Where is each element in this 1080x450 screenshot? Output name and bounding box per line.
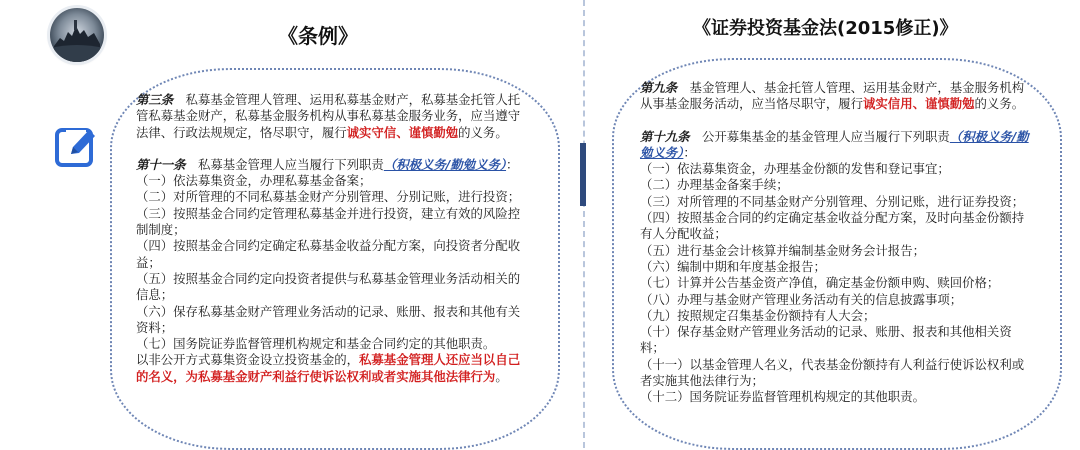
left-item-1: （一）依法募集资金，办理私募基金备案； [136, 173, 372, 189]
right-item-12: （十二）国务院证券监督管理机构规定的其他职责。 [640, 389, 925, 405]
left-item-6: （六）保存私募基金财产管理业务活动的记录、账册、报表和其他有关资料； [136, 303, 521, 335]
right-item-6: （六）编制中期和年度基金报告； [640, 258, 826, 274]
right-item-11: （十一）以基金管理人名义，代表基金份额持有人利益行使诉讼权利或者实施其他法律行为； [640, 356, 1025, 389]
right-item-3: （三）对所管理的不同基金财产分别管理、分别记账，进行证券投资； [640, 193, 1025, 209]
closing-paragraph [136, 352, 532, 385]
edit-icon [54, 124, 100, 168]
article-11-colon: ： [506, 156, 519, 172]
city-skyline-logo [50, 8, 104, 62]
article-11-label: 第十一条 [136, 156, 186, 172]
article-19-text: 公开募集基金的基金管理人应当履行下列职责 [689, 128, 950, 144]
article-19-colon: ： [683, 144, 696, 160]
article-11-duty: （积极义务/勤勉义务） [383, 156, 507, 172]
right-item-7: （七）计算并公告基金资产净值，确定基金份额申购、赎回价格； [640, 275, 1000, 291]
article-19-heading [640, 129, 1032, 162]
article-9-label: 第九条 [640, 80, 678, 95]
article-11-text: 私募基金管理人应当履行下列职责 [185, 156, 384, 172]
right-item-9: （九）按照规定召集基金份额持有人大会； [640, 307, 876, 323]
center-divider [583, 0, 585, 448]
article-3-emphasis: 诚实守信、谨慎勤勉 [346, 124, 459, 140]
divider-accent-bar [580, 143, 586, 206]
article-3-end: 的义务。 [458, 124, 508, 140]
article-3 [136, 92, 532, 141]
left-item-3: （三）按照基金合同约定管理私募基金并进行投资，建立有效的风险控制制度； [136, 205, 521, 238]
closing-emphasis: 私募基金管理人还应当以自己的名义，为私募基金财产利益行使诉讼权利或者实施其他法律行为 [136, 352, 521, 384]
right-item-4: （四）按照基金合同的约定确定基金收益分配方案，及时向基金份额持有人分配收益； [640, 210, 1025, 242]
right-item-8: （八）办理与基金财产管理业务活动有关的信息披露事项； [640, 291, 963, 307]
left-item-7: （七）国务院证券监督管理机构规定和基金合同约定的其他职责。 [136, 336, 496, 352]
article-3-text: 私募基金管理人管理、运用私募基金财产，私募基金托管人托管私募基金财产，私募基金服务机构从事私募基金服务业务，应当遵守法律、行政法规规定，恪尽职守，履行 [136, 92, 521, 140]
right-item-10: （十）保存基金财产管理业务活动的记录、账册、报表和其他相关资料； [640, 324, 1012, 356]
right-item-2: （二）办理基金备案手续； [640, 177, 789, 193]
article-9-end: 的义务。 [974, 96, 1025, 112]
article-11-heading [136, 157, 532, 173]
right-item-5: （五）进行基金会计核算并编制基金财务会计报告； [640, 242, 925, 258]
article-3-label: 第三条 [136, 92, 174, 107]
article-9-text: 基金管理人、基金托管人管理、运用基金财产，基金服务机构从事基金服务活动，应当恪尽职守，履行 [640, 80, 1025, 112]
closing-text: 以非公开方式募集资金设立投资基金的， [136, 352, 360, 368]
left-content [136, 92, 532, 385]
article-19-label: 第十九条 [640, 128, 690, 144]
article-9 [640, 80, 1032, 113]
right-content [640, 80, 1032, 406]
closing-end: 。 [495, 368, 508, 384]
article-19-duty: （积极义务/勤勉义务） [640, 128, 1029, 160]
right-title: 《证券投资基金法(2015修正)》 [693, 18, 958, 39]
right-item-1: （一）依法募集资金，办理基金份额的发售和登记事宜； [640, 161, 950, 177]
article-9-emphasis: 诚实信用、谨慎勤勉 [863, 96, 975, 112]
left-item-4: （四）按照基金合同约定确定私募基金收益分配方案，向投资者分配收益； [136, 238, 521, 270]
left-item-5: （五）按照基金合同约定向投资者提供与私募基金管理业务活动相关的信息； [136, 270, 521, 303]
left-title: 《条例》 [278, 24, 358, 48]
left-item-2: （二）对所管理的不同私募基金财产分别管理、分别记账，进行投资； [136, 189, 521, 205]
